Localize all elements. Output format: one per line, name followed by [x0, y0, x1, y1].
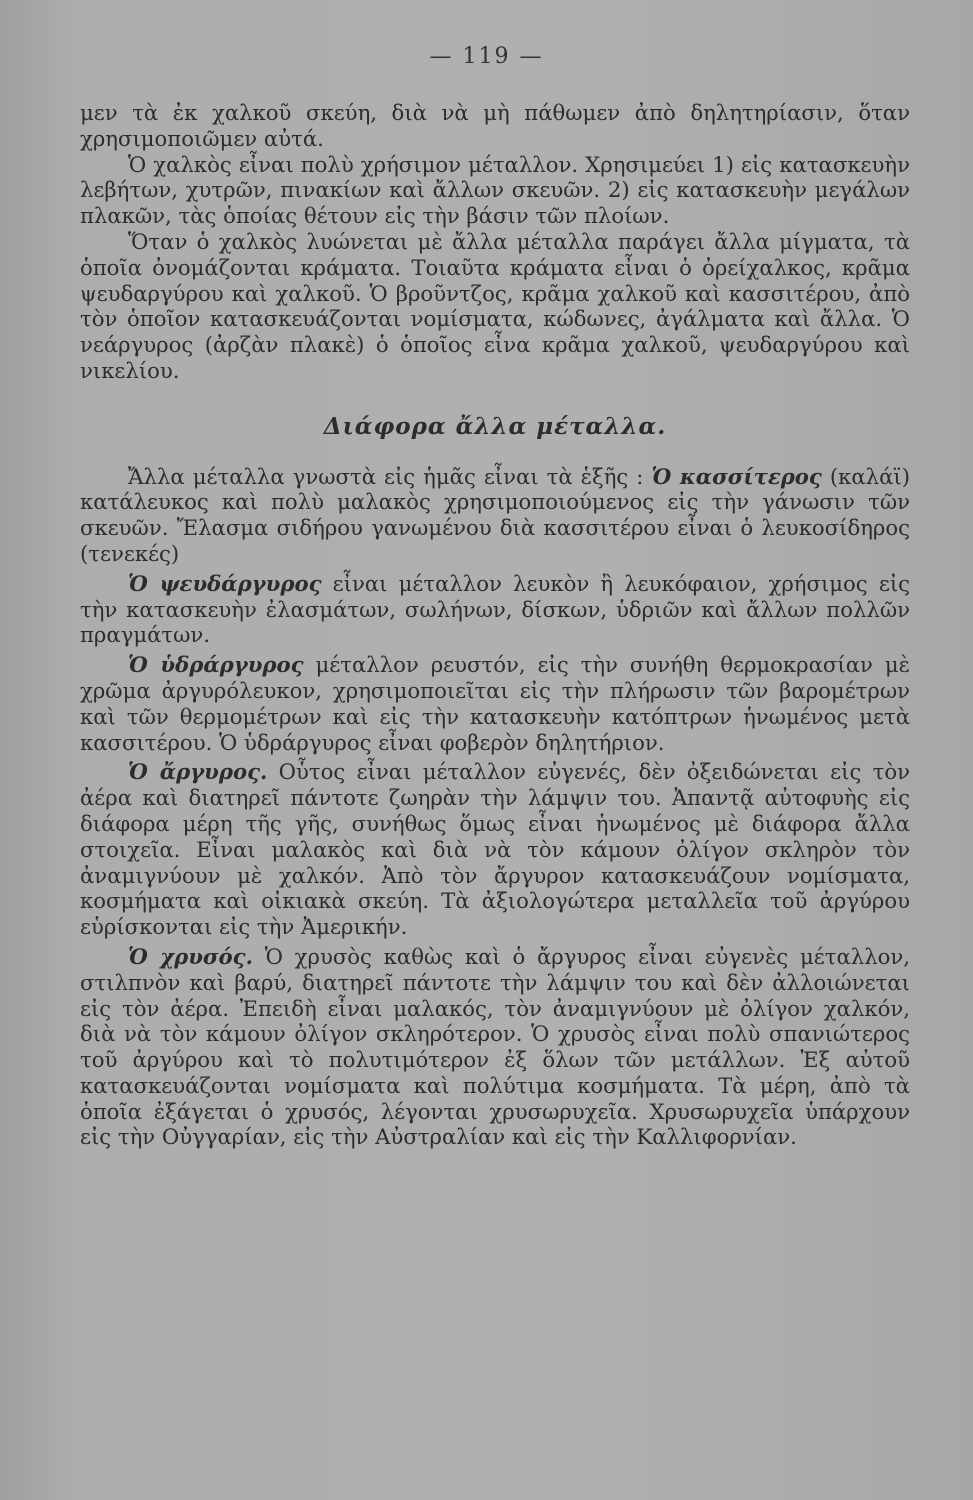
section-heading: Διάφορα ἄλλα μέταλλα. — [323, 412, 667, 440]
paragraph — [80, 464, 910, 567]
paragraph-text: μεν τὰ ἐκ χαλκοῦ σκεύη, διὰ νὰ μὴ πάθωμεν ἀπὸ δηλητηρίασιν, ὅταν χρησιμοποιῶμεν αὐτά. — [80, 100, 910, 151]
paragraph — [80, 229, 910, 384]
paragraph-text: (καλάϊ) κατάλευκος καὶ πολὺ μαλακὸς χρησιμοποιούμενος εἰς τὴν γάνωσιν τῶν σκευῶν. Ἔλασμα σιδήρου γανωμένου διὰ κασσιτέρου εἶναι ὁ λευκοσίδηρος (τενεκές) — [80, 463, 910, 566]
term-heading: Ὁ χρυσός. — [128, 943, 253, 969]
paragraph-text: Οὗτος εἶναι μέταλλον εὐγενές, δὲν ὀξειδώνεται εἰς τὸν ἀέρα καὶ διατηρεῖ πάντοτε ζωηρὰν τὴν λάμψιν του. Ἀπαντᾷ αὐτοφυὴς εἰς διάφορα μέρη τῆς γῆς, συνήθως ὅμως εἶναι ἡνωμένος μὲ διάφορα ἄλλα στοιχεῖα. Εἶναι μαλακὸς καὶ διὰ νὰ τὸν κάμουν ὀλίγον σκληρὸν τὸν ἀναμιγνύουν μὲ χαλκόν. Ἀπὸ τὸν ἄργυρον κατασκευάζουν νομίσματα, κοσμήματα καὶ οἰκιακὰ σκεύη. Τὰ ἀξιολογώτερα μεταλλεῖα τοῦ ἀργύρου εὑρίσκονται εἰς τὴν Ἀμερικήν. — [80, 759, 910, 940]
paragraph-text: εἶναι μέταλλον λευκὸν ἢ λευκόφαιον, χρήσιμος εἰς τὴν κατασκευὴν ἐλασμάτων, σωλήνων, δίσκων, ὑδριῶν καὶ ἄλλων πολλῶν πραγμάτων. — [80, 570, 910, 648]
paragraph — [80, 944, 910, 1150]
paragraph — [80, 152, 910, 229]
body-text — [80, 100, 910, 1150]
paragraph-text: μέταλλον ρευστόν, εἰς τὴν συνήθη θερμοκρασίαν μὲ χρῶμα ἀργυρόλευκον, χρησιμοποιεῖται εἰς τὴν πλήρωσιν τῶν βαρομέτρων καὶ τῶν θερμομέτρων καὶ εἰς τὴν κατασκευὴν κατόπτρων ἡνωμένος μετὰ κασσιτέρου. Ὁ ὑδράργυρος εἶναι φοβερὸν δηλητήριον. — [80, 652, 910, 755]
paragraph-text: Ὁ χρυσὸς καθὼς καὶ ὁ ἄργυρος εἶναι εὐγενὲς μέταλλον, στιλπνὸν καὶ βαρύ, διατηρεῖ πάντοτε τὴν λάμψιν του καὶ δὲν ἀλλοιώνεται εἰς τὸν ἀέρα. Ἐπειδὴ εἶναι μαλακός, τὸν ἀναμιγνύουν μὲ ὀλίγον χαλκόν, διὰ νὰ τὸν κάμουν ὀλίγον σκληρότερον. Ὁ χρυσὸς εἶναι πολὺ σπανιώτερος τοῦ ἀργύρου καὶ τὸ πολυτιμότερον ἐξ ὅλων τῶν μετάλλων. Ἐξ αὐτοῦ κατασκευάζονται νομίσματα καὶ πολύτιμα κοσμήματα. Τὰ μέρη, ἀπὸ τὰ ὁποῖα ἐξάγεται ὁ χρυσός, λέγονται χρυσωρυχεῖα. Χρυσωρυχεῖα ὑπάρχουν εἰς τὴν Οὐγγαρίαν, εἰς τὴν Αὐστραλίαν καὶ εἰς τὴν Καλλιφορνίαν. — [80, 943, 910, 1150]
paragraph — [80, 759, 910, 940]
term-heading: Ὁ ψευδάργυρος — [128, 570, 322, 596]
paragraph-text: Ὁ χαλκὸς εἶναι πολὺ χρήσιμον μέταλλον. Χρησιμεύει 1) εἰς κατασκευὴν λεβήτων, χυτρῶν, πινακίων καὶ ἄλλων σκευῶν. 2) εἰς κατασκευὴν μεγάλων πλακῶν, τὰς ὁποίας θέτουν εἰς τὴν βάσιν τῶν πλοίων. — [80, 151, 910, 229]
paragraph — [80, 571, 910, 648]
term-heading: Ὁ κασσίτερος — [651, 463, 822, 489]
paragraph — [80, 652, 910, 755]
page-number: — 119 — — [429, 44, 544, 69]
paragraph-text: Ὅταν ὁ χαλκὸς λυώνεται μὲ ἄλλα μέταλλα παράγει ἄλλα μίγματα, τὰ ὁποῖα ὀνομάζονται κράματα. Τοιαῦτα κράματα εἶναι ὁ ὀρείχαλκος, κρᾶμα ψευδαργύρου καὶ χαλκοῦ. Ὁ βροῦντζος, κρᾶμα χαλκοῦ καὶ κασσιτέρου, ἀπὸ τὸν ὁποῖον κατασκευάζονται νομίσματα, κώδωνες, ἀγάλματα καὶ ἄλλα. Ὁ νεάργυρος (ἀρζὰν πλακὲ) ὁ ὁποῖος εἶνα κρᾶμα χαλκοῦ, ψευδαργύρου καὶ νικελίου. — [80, 228, 910, 383]
paragraph-intro: Ἄλλα μέταλλα γνωστὰ εἰς ἡμᾶς εἶναι τὰ ἑξῆς : — [128, 463, 652, 489]
paragraph — [80, 100, 910, 152]
term-heading: Ὁ ὑδράργυρος — [128, 652, 304, 678]
term-heading: Ὁ ἄργυρος. — [128, 759, 268, 785]
